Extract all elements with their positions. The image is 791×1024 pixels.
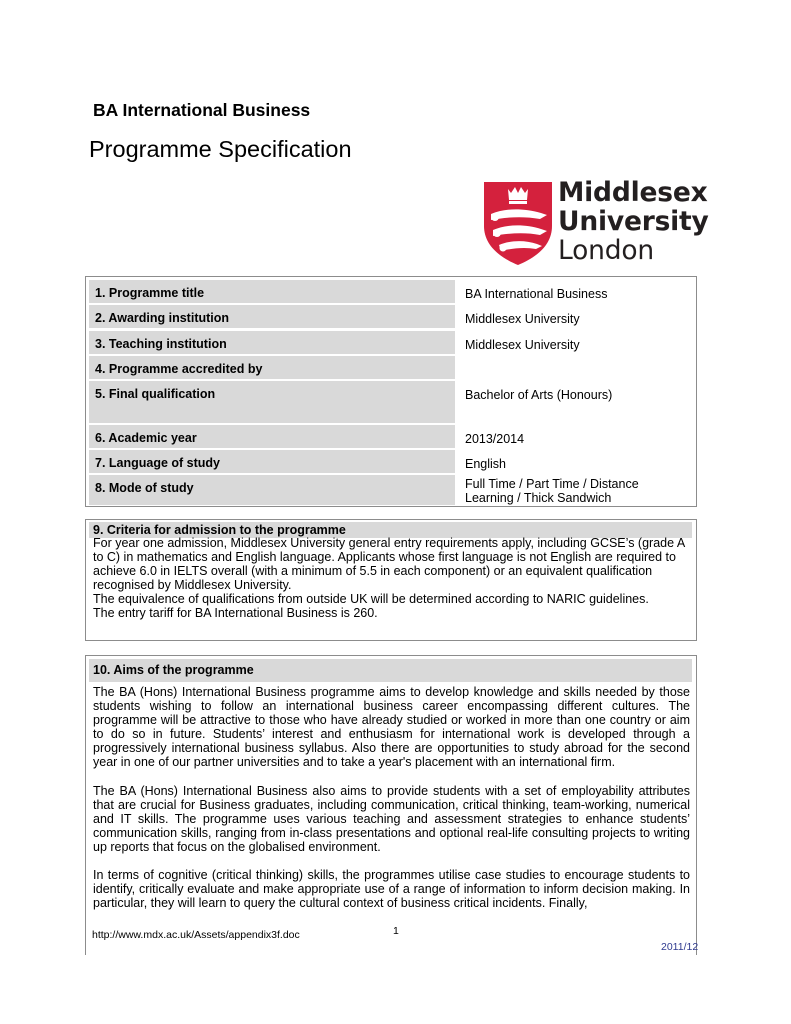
university-logo xyxy=(483,177,709,266)
row-label: 5. Final qualification xyxy=(89,381,455,423)
paragraph: The BA (Hons) International Business also aims to provide students with a set of employability attributes that are crucial for Business graduates, including communication, critical thinking, team-working, numerical and IT skills. The programme uses various teaching and assessment strategies to enhance students’ communication skills, ranging from in-class presentations and optional real-life consulting projects to writing up reports that focus on the globalised environment. xyxy=(93,783,690,854)
section-body xyxy=(93,685,690,910)
paragraph: The equivalence of qualifications from outside UK will be determined according to NARIC guidelines. xyxy=(93,592,649,607)
table-row xyxy=(86,280,698,303)
row-label: 6. Academic year xyxy=(89,425,455,448)
row-value: 2013/2014 xyxy=(465,432,525,446)
paragraph: For year one admission, Middlesex University general entry requirements apply, including GCSE’s (grade A to C) in mathematics and English language. Applicants whose first language is not English are required to achieve 6.0 in IELTS overall (with a minimum of 5.5 in each component) or an equivalent qualification recognised by Middlesex University. xyxy=(93,536,685,593)
row-value: Full Time / Part Time / Distance Learning / Thick Sandwich xyxy=(465,477,639,505)
logo-line-london: London xyxy=(558,235,654,266)
section-body xyxy=(93,536,690,621)
row-label: 4. Programme accredited by xyxy=(89,356,455,379)
row-value: Middlesex University xyxy=(465,312,580,326)
footer-url: http://www.mdx.ac.uk/Assets/appendix3f.doc xyxy=(92,929,300,941)
logo-wordmark xyxy=(558,178,709,265)
logo-line-middlesex: Middlesex xyxy=(558,177,708,208)
logo-line-university: University xyxy=(558,206,709,237)
table-row xyxy=(86,356,698,379)
table-row xyxy=(86,305,698,328)
shield-icon xyxy=(483,180,553,266)
document-subtitle: Programme Specification xyxy=(89,136,352,162)
table-row xyxy=(86,450,698,473)
table-row xyxy=(86,475,698,505)
row-label: 8. Mode of study xyxy=(89,475,455,505)
section-heading: 9. Criteria for admission to the programme xyxy=(89,522,692,538)
programme-details-table xyxy=(85,276,697,507)
page-number: 1 xyxy=(393,925,399,937)
paragraph: The BA (Hons) International Business programme aims to develop knowledge and skills needed by those students wishing to follow an international business career encompassing different cultures. The programme will be attractive to those who have already studied or worked in more than one country or aim to do so in future. Students’ interest and enthusiasm for international work is developed through a progressively international business syllabus. Also there are opportunities to study abroad for the second year in one of our partner universities and to take a year's placement with an international firm. xyxy=(93,685,690,770)
row-label: 3. Teaching institution xyxy=(89,331,455,354)
row-label: 2. Awarding institution xyxy=(89,305,455,328)
row-label: 7. Language of study xyxy=(89,450,455,473)
row-value xyxy=(465,356,690,363)
paragraph: In terms of cognitive (critical thinking) skills, the programmes utilise case studies to encourage students to identify, critically evaluate and make appropriate use of a range of information to inform decision making. In particular, they will learn to query the cultural context of business critical incidents. Finally, xyxy=(93,868,690,911)
row-value: English xyxy=(465,457,506,471)
table-row xyxy=(86,331,698,354)
footer-date: 2011/12 xyxy=(661,941,699,953)
document-title: BA International Business xyxy=(93,100,311,120)
programme-aims-section xyxy=(85,655,697,955)
table-row xyxy=(86,381,698,423)
table-row xyxy=(86,425,698,448)
row-value: Middlesex University xyxy=(465,338,580,352)
row-value: BA International Business xyxy=(465,287,608,301)
row-value: Bachelor of Arts (Honours) xyxy=(465,388,613,402)
admission-criteria-section xyxy=(85,519,697,641)
section-heading: 10. Aims of the programme xyxy=(89,659,692,682)
row-label: 1. Programme title xyxy=(89,280,455,303)
paragraph: The entry tariff for BA International Business is 260. xyxy=(93,606,378,621)
